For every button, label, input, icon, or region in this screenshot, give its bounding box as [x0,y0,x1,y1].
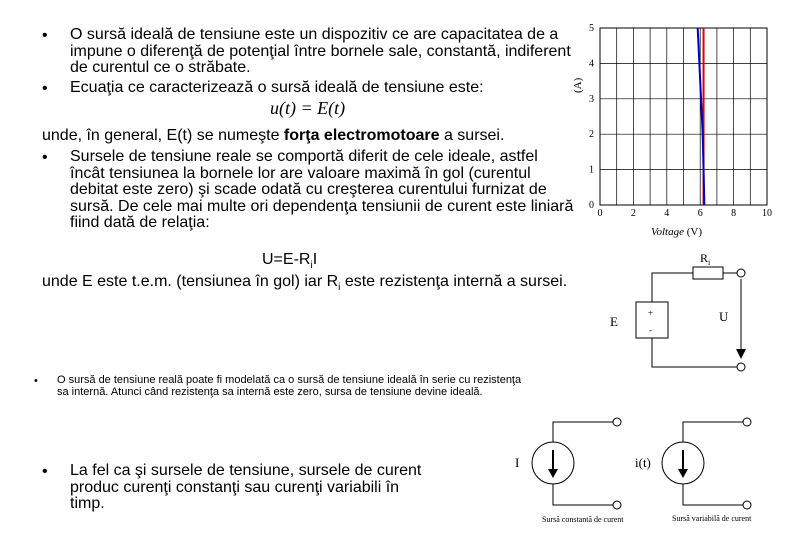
vi-chart [565,18,780,243]
paragraph-emf [42,128,582,145]
bullet: • [42,80,48,97]
equation-real-source [262,251,317,271]
emf-text-pre: unde, în general, E(t) se numeşte [42,127,284,144]
voltage-source-circuit [600,245,770,380]
resistor-ri [693,267,723,279]
constant-current-circuit [505,410,640,530]
internal-text-pre: unde E este t.e.m. (tensiunea în gol) iar R [42,273,339,290]
circuit1-wire-top [652,273,693,302]
source-label-i: I [515,455,520,470]
circuit2-wire-bottom [553,484,613,505]
bullet: • [42,463,48,480]
x-tick-label: 4 [664,208,670,219]
minus-sign: - [649,325,652,335]
y-tick-label: 4 [589,58,594,70]
bullet: • [42,27,48,44]
source-label-e: E [610,314,618,329]
paragraph-model: O sursă de tensiune reală poate fi modelată ca o sursă de tensiune ideală în serie cu rezistenţa sa internă. Atunci când rezistenţa sa internă este zero, sursa de tensiune devine ideală. [57,374,522,398]
source-label-it: i(t) [635,455,651,470]
chart-series [698,28,705,205]
circuit2-wire-top [553,422,613,442]
terminal-bottom [743,501,751,509]
bullet: • [34,375,38,387]
bullet: • [42,149,48,166]
caption-constant-current: Sursă constantă de curent [542,515,624,524]
paragraph-internal-resistance [42,274,610,297]
y-axis-label: (A) [572,77,584,93]
x-tick-label: 2 [630,208,636,219]
caption-variable-current: Sursă variabilă de curent [672,514,752,523]
circuit3-wire-bottom [683,484,743,505]
x-tick-label: 6 [697,208,703,219]
emf-term: forţa electromotoare [283,127,440,144]
y-tick-label: 3 [589,93,594,105]
resistor-label: $R_i$ [700,251,711,267]
terminal-top [743,418,751,426]
circuit3-wire-top [683,422,743,442]
x-tick-label: 0 [597,208,603,219]
voltage-label-u: U [719,309,729,324]
equation-real-main: U=E-R [262,251,311,268]
emf-text-post: a sursei. [439,127,505,144]
y-tick-label: 1 [589,164,594,176]
current-arrow-down-icon [678,469,688,478]
equation-ideal-source: u(t) = E(t) [270,98,346,118]
terminal-bottom [737,363,745,371]
equation-real-sub: i [310,260,313,272]
y-tick-label: 5 [589,23,594,34]
terminal-top [613,418,621,426]
paragraph-equation-intro: Ecuaţia ce caracterizează o sursă ideală de tensiune este: [70,79,484,96]
x-axis-label: Voltage (V) [651,226,703,238]
y-tick-label: 2 [589,129,594,141]
y-tick-label: 0 [589,200,594,211]
internal-text-sub: i [338,282,341,294]
paragraph-real-sources: Sursele de tensiune reale se comportă diferit de cele ideale, astfel încât tensiunea la bornele lor are valoare maximă în gol (curentul debitat este zero) şi scade odată cu creşterea curentului furnizat de sursă. De cele mai multe ori dependenţa tensiunii de curent este liniară fiind dată de relaţia: [70,148,574,231]
paragraph-current-sources: La fel ca şi sursele de tensiune, sursele de curent produc curenţi constanţi sau curenţi variabili în timp. [70,462,422,512]
terminal-top [737,269,745,277]
chart-grid [600,28,767,205]
plus-sign: + [648,308,654,318]
current-arrow-down-icon [548,469,558,478]
internal-text-post: este rezistenţa internă a sursei. [340,273,568,290]
variable-current-circuit [635,410,775,530]
paragraph-ideal-source: O sursă ideală de tensiune este un dispozitiv ce are capacitatea de a impune o diferenţă de potenţial între bornele sale, constantă, indiferent de curentul ce o străbate. [70,26,571,76]
x-tick-label: 10 [762,208,772,219]
voltage-arrow-icon [736,349,746,359]
terminal-bottom [613,501,621,509]
circuit1-wire-bottom [652,338,737,367]
equation-real-end: I [312,251,318,268]
x-tick-label: 8 [731,208,737,219]
